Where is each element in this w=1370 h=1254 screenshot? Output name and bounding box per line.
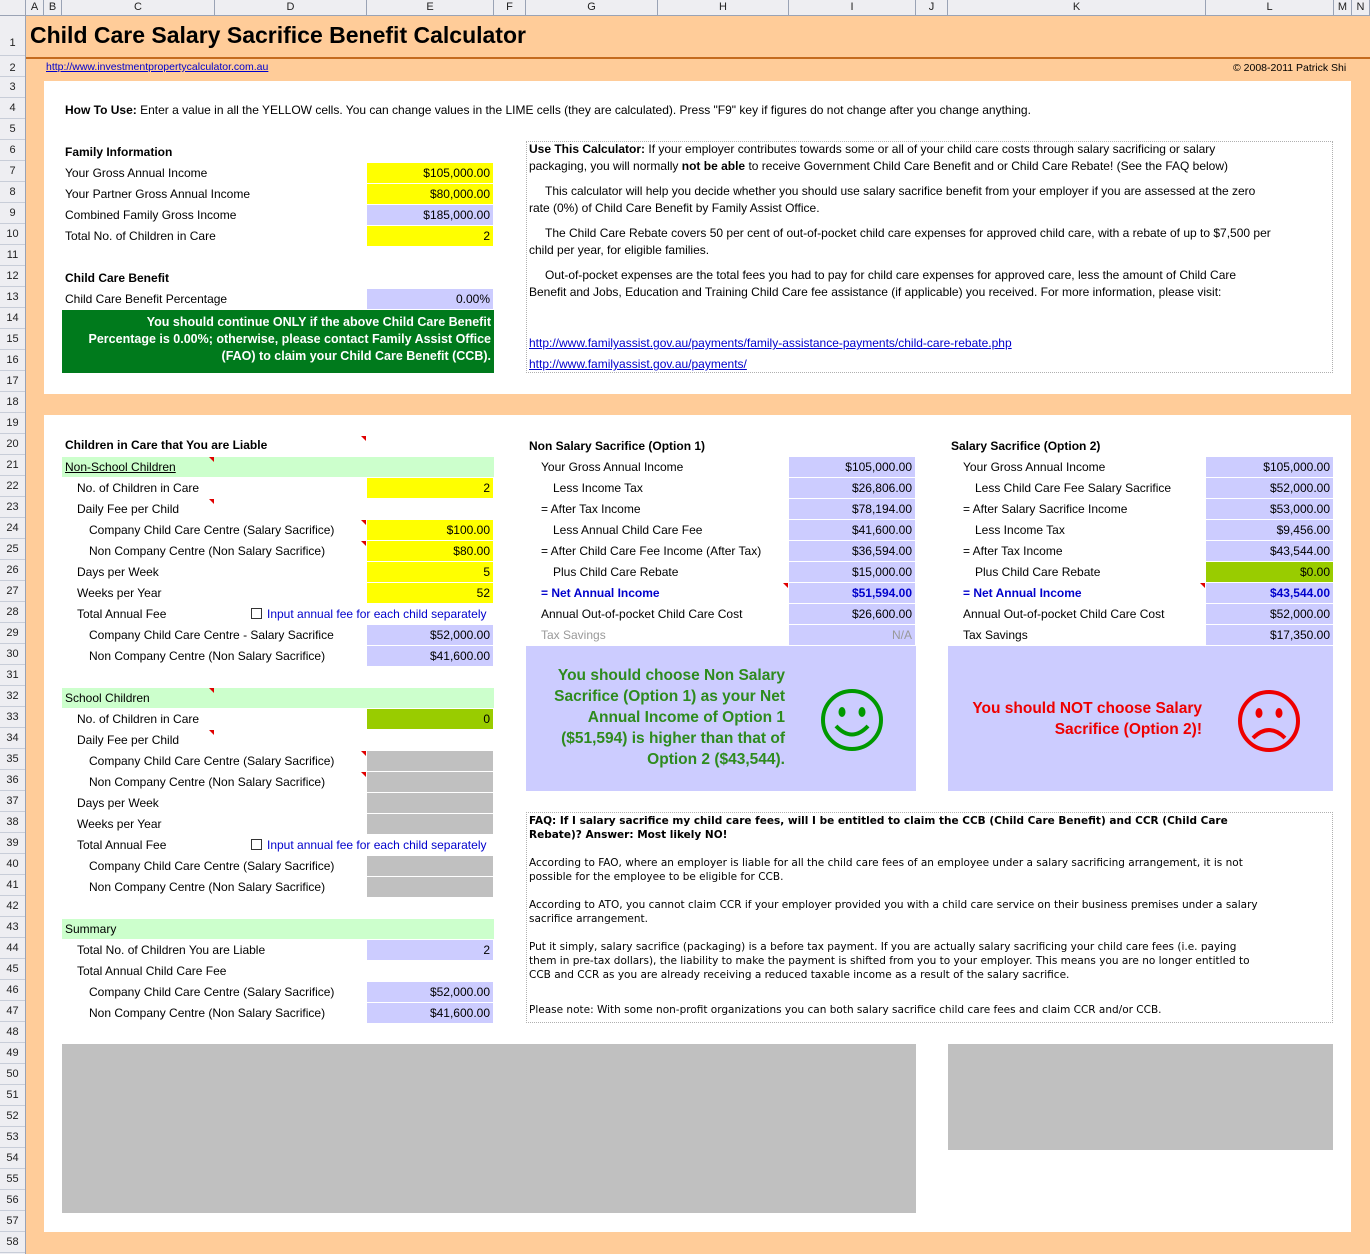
s-company-input (367, 751, 493, 771)
s-separate-checkbox-label[interactable]: Input annual fee for each child separately (267, 838, 487, 852)
info-p1 (529, 141, 1215, 158)
row-header[interactable]: 2 (0, 56, 25, 77)
comment-indicator[interactable] (361, 520, 366, 525)
school-section (62, 688, 494, 708)
option2-row-value[interactable]: $0.00 (1206, 562, 1333, 582)
option1-row-value: $26,806.00 (789, 478, 915, 498)
option1-message-line: Option 2 ($43,544). (647, 751, 785, 768)
row-header[interactable]: 16 (0, 350, 25, 371)
option2-row-label: Annual Out-of-pocket Child Care Cost (963, 607, 1165, 621)
smiley-face-icon (819, 687, 885, 753)
sum-total-value: 2 (367, 940, 493, 960)
comment-indicator[interactable] (1200, 583, 1205, 588)
row-header[interactable]: 10 (0, 224, 25, 245)
option1-message-line: ($51,594) is higher than that of (561, 730, 785, 747)
option1-row-label: Tax Savings (541, 628, 606, 642)
option2-row-value: $53,000.00 (1206, 499, 1333, 519)
nonschool-section (62, 457, 494, 477)
option1-row-label: = After Child Care Fee Income (After Tax) (541, 544, 762, 558)
option1-message-line: Annual Income of Option 1 (587, 709, 785, 726)
s-no-label: No. of Children in Care (77, 712, 200, 726)
option1-row-label: = After Tax Income (541, 502, 641, 516)
ns-noncompany-annual-label: Non Company Centre (Non Salary Sacrifice) (89, 649, 326, 663)
row-header[interactable]: 11 (0, 245, 25, 266)
ccb-notice-line: You should continue ONLY if the above Child Care Benefit (146, 315, 491, 329)
comment-indicator[interactable] (361, 541, 366, 546)
row-header[interactable]: 12 (0, 266, 25, 287)
option2-row-label: Plus Child Care Rebate (975, 565, 1101, 579)
sad-face-icon (1236, 688, 1302, 754)
children-total-input[interactable]: 2 (367, 226, 493, 246)
comment-indicator[interactable] (209, 499, 214, 504)
row-header[interactable]: 48 (0, 1022, 25, 1043)
column-header[interactable]: B (44, 0, 62, 16)
faq-answer: sacrifice arrangement. (529, 913, 648, 925)
option2-row-value: $43,544.00 (1206, 583, 1333, 603)
row-header[interactable]: 22 (0, 476, 25, 497)
row-header-bar (0, 16, 26, 1254)
select-all-corner[interactable] (0, 0, 26, 16)
row-header[interactable]: 53 (0, 1127, 25, 1148)
comment-indicator[interactable] (361, 751, 366, 756)
info-text: Benefit and Jobs, Education and Training Child Care fee assistance (if applicable) you received. For more information, please visit: (529, 285, 1222, 299)
ns-company-annual-label: Company Child Care Centre - Salary Sacrifice (89, 628, 334, 642)
row-header[interactable]: 51 (0, 1085, 25, 1106)
row-header[interactable]: 23 (0, 497, 25, 518)
ns-company-input[interactable]: $100.00 (367, 520, 493, 540)
children-total-label: Total No. of Children in Care (65, 229, 216, 243)
info-p1b (529, 158, 1228, 175)
gross-income-label: Your Gross Annual Income (65, 166, 208, 180)
comment-indicator[interactable] (209, 457, 214, 462)
option2-row-value: $9,456.00 (1206, 520, 1333, 540)
column-header[interactable]: K (948, 0, 1206, 16)
partner-income-label: Your Partner Gross Annual Income (65, 187, 250, 201)
option1-row-value: $26,600.00 (789, 604, 915, 624)
column-header[interactable]: E (367, 0, 494, 16)
option1-row-label: Less Annual Child Care Fee (553, 523, 703, 537)
column-header[interactable]: L (1206, 0, 1334, 16)
option1-row-value: $51,594.00 (789, 583, 915, 603)
summary-heading: Summary (65, 922, 117, 936)
info-text: The Child Care Rebate covers 50 per cent of out-of-pocket child care expenses for approved child care, with a rebate of up to $7,500 per (545, 226, 1271, 240)
info-text: This calculator will help you decide whether you should use salary sacrifice benefit from your employer if you are assessed at the zero (545, 184, 1256, 198)
row-header[interactable]: 4 (0, 98, 25, 119)
ns-annual-label: Total Annual Fee (77, 607, 167, 621)
option2-row-label: Less Income Tax (975, 523, 1065, 537)
s-separate-checkbox[interactable] (251, 839, 262, 850)
row-header[interactable]: 43 (0, 917, 25, 938)
row-header[interactable]: 39 (0, 833, 25, 854)
row-header[interactable]: 9 (0, 203, 25, 224)
faq-answer: CCB and CCR as you are already receiving a reduced taxable income as a result of the salary sacrifice. (529, 969, 1070, 981)
row-header[interactable]: 42 (0, 896, 25, 917)
option1-row-value: N/A (789, 625, 915, 645)
option2-message-box (948, 646, 1333, 791)
row-header[interactable]: 25 (0, 539, 25, 560)
family-heading: Family Information (65, 145, 173, 159)
row-header[interactable]: 18 (0, 392, 25, 413)
ns-noncompany-annual-value: $41,600.00 (367, 646, 493, 666)
row-header[interactable]: 3 (0, 77, 25, 98)
option2-row-value: $105,000.00 (1206, 457, 1333, 477)
comment-indicator[interactable] (361, 436, 366, 441)
column-header[interactable]: M (1334, 0, 1352, 16)
s-daily-label: Daily Fee per Child (77, 733, 180, 747)
liable-heading: Children in Care that You are Liable (65, 438, 268, 452)
option1-row-value: $36,594.00 (789, 541, 915, 561)
row-header[interactable]: 19 (0, 413, 25, 434)
option2-row-value: $52,000.00 (1206, 604, 1333, 624)
option1-message-line: You should choose Non Salary (557, 667, 785, 684)
s-no-input[interactable]: 0 (367, 709, 493, 729)
row-header[interactable]: 38 (0, 812, 25, 833)
row-header[interactable]: 54 (0, 1148, 25, 1169)
faq-question: FAQ: If I salary sacrifice my child care fees, will I be entitled to claim the CCB (Child Care Benefit) and CCR (Child Care (529, 815, 1228, 827)
option1-row-value: $78,194.00 (789, 499, 915, 519)
rebate-link[interactable]: http://www.familyassist.gov.au/payments/family-assistance-payments/child-care-rebate.php (529, 336, 1012, 350)
ns-noncompany-input[interactable]: $80.00 (367, 541, 493, 561)
row-header[interactable]: 57 (0, 1211, 25, 1232)
ccb-heading: Child Care Benefit (65, 271, 170, 285)
comment-indicator[interactable] (209, 688, 214, 693)
row-header[interactable]: 56 (0, 1190, 25, 1211)
ns-company-label: Company Child Care Centre (Salary Sacrifice) (89, 523, 335, 537)
option2-row-value: $43,544.00 (1206, 541, 1333, 561)
how-to-use-label: How To Use: (65, 103, 137, 117)
row-header[interactable]: 36 (0, 770, 25, 791)
info-label: Use This Calculator: (529, 142, 646, 156)
row-header[interactable]: 7 (0, 161, 25, 182)
how-to-use-text: Enter a value in all the YELLOW cells. You can change values in the LIME cells (they are calculated). Press "F9" key if figures do not change after you change anything. (140, 103, 1031, 117)
row-header[interactable]: 29 (0, 623, 25, 644)
comment-indicator[interactable] (209, 730, 214, 735)
info-text: Out-of-pocket expenses are the total fees you had to pay for child care expenses for approved care, less the amount of Child Care (545, 268, 1237, 282)
option2-row-label: = Net Annual Income (963, 586, 1082, 600)
s-noncompany-label: Non Company Centre (Non Salary Sacrifice) (89, 775, 326, 789)
row-header[interactable]: 27 (0, 581, 25, 602)
info-text: rate (0%) of Child Care Benefit by Family Assist Office. (529, 201, 820, 215)
column-header[interactable]: I (789, 0, 916, 16)
faq-answer: Please note: With some non-profit organizations you can both salary sacrifice child care fees and claim CCR and/or CCB. (529, 1004, 1162, 1016)
info-text-bold: not be able (681, 159, 746, 173)
row-header[interactable]: 37 (0, 791, 25, 812)
s-noncompany-annual-label: Non Company Centre (Non Salary Sacrifice) (89, 880, 326, 894)
info-text: child per year, for eligible families. (529, 243, 710, 257)
row-header[interactable]: 35 (0, 749, 25, 770)
s-weeks-label: Weeks per Year (77, 817, 162, 831)
option1-row-value: $15,000.00 (789, 562, 915, 582)
option2-row-label: Your Gross Annual Income (963, 460, 1106, 474)
row-header[interactable]: 44 (0, 938, 25, 959)
s-company-annual-label: Company Child Care Centre (Salary Sacrifice) (89, 859, 335, 873)
ccb-notice-line: Percentage is 0.00%; otherwise, please contact Family Assist Office (88, 332, 491, 346)
row-header[interactable]: 55 (0, 1169, 25, 1190)
row-header[interactable]: 58 (0, 1232, 25, 1253)
sum-noncompany-value: $41,600.00 (367, 1003, 493, 1023)
summary-section (62, 919, 494, 939)
column-header[interactable]: J (916, 0, 948, 16)
option2-row-label: = After Salary Sacrifice Income (963, 502, 1128, 516)
row-header[interactable]: 14 (0, 308, 25, 329)
row-header[interactable]: 32 (0, 686, 25, 707)
gross-income-input[interactable]: $105,000.00 (367, 163, 493, 183)
row-header[interactable]: 40 (0, 854, 25, 875)
faq-answer: them in pre-tax dollars), the liability to make the payment is shifted from you to your employer. This means you are no longer entitled to (529, 955, 1250, 967)
column-header[interactable]: G (526, 0, 658, 16)
option1-row-label: Annual Out-of-pocket Child Care Cost (541, 607, 743, 621)
how-to-use (65, 100, 1031, 120)
s-weeks-input (367, 814, 493, 834)
column-header[interactable]: N (1352, 0, 1370, 16)
option2-heading: Salary Sacrifice (Option 2) (951, 439, 1101, 453)
ns-company-annual-value: $52,000.00 (367, 625, 493, 645)
sum-fee-label: Total Annual Child Care Fee (77, 964, 227, 978)
faq-answer: Put it simply, salary sacrifice (packaging) is a before tax payment. If you are actually salary sacrificing your child care fees (i.e. paying (529, 941, 1237, 953)
option1-row-value: $41,600.00 (789, 520, 915, 540)
ns-weeks-label: Weeks per Year (77, 586, 162, 600)
option2-row-value: $52,000.00 (1206, 478, 1333, 498)
row-header[interactable]: 49 (0, 1043, 25, 1064)
faq-answer: According to ATO, you cannot claim CCR if your employer provided you with a child care service on their business premises under a salary (529, 899, 1258, 911)
row-header[interactable]: 5 (0, 119, 25, 140)
row-header[interactable]: 45 (0, 959, 25, 980)
partner-income-input[interactable]: $80,000.00 (367, 184, 493, 204)
row-header[interactable]: 28 (0, 602, 25, 623)
ns-days-label: Days per Week (77, 565, 159, 579)
ad-placeholder (62, 1044, 916, 1213)
nonschool-heading: Non-School Children (65, 460, 176, 474)
row-header[interactable]: 1 (0, 16, 25, 56)
info-text: to receive Government Child Care Benefit and or Child Care Rebate! (See the FAQ below) (748, 159, 1229, 173)
info-text: If your employer contributes towards some or all of your child care costs through salary sacrificing or salary (648, 142, 1216, 156)
sum-noncompany-label: Non Company Centre (Non Salary Sacrifice) (89, 1006, 326, 1020)
row-header[interactable]: 34 (0, 728, 25, 749)
row-header[interactable]: 26 (0, 560, 25, 581)
column-header-bar (0, 0, 1370, 16)
payments-link[interactable]: http://www.familyassist.gov.au/payments/ (529, 357, 747, 371)
ns-separate-checkbox[interactable] (251, 608, 262, 619)
row-header[interactable]: 8 (0, 182, 25, 203)
s-noncompany-input (367, 772, 493, 792)
ns-weeks-input[interactable]: 52 (367, 583, 493, 603)
row-header[interactable]: 17 (0, 371, 25, 392)
row-header[interactable]: 30 (0, 644, 25, 665)
column-header[interactable]: H (658, 0, 789, 16)
ns-days-input[interactable]: 5 (367, 562, 493, 582)
row-header[interactable]: 41 (0, 875, 25, 896)
row-header[interactable]: 52 (0, 1106, 25, 1127)
faq-answer: possible for the employee to be eligible for CCB. (529, 871, 784, 883)
s-days-label: Days per Week (77, 796, 159, 810)
page-title: Child Care Salary Sacrifice Benefit Calculator (30, 22, 526, 48)
ns-no-label: No. of Children in Care (77, 481, 200, 495)
option1-row-value: $105,000.00 (789, 457, 915, 477)
copyright: © 2008-2011 Patrick Shi (1233, 62, 1347, 74)
ccb-pct-value: 0.00% (367, 289, 493, 309)
option1-row-label: Less Income Tax (553, 481, 643, 495)
comment-indicator[interactable] (783, 583, 788, 588)
faq-answer: According to FAO, where an employer is liable for all the child care fees of an employee under a salary sacrificing arrangement, it is not (529, 857, 1243, 869)
ns-noncompany-label: Non Company Centre (Non Salary Sacrifice) (89, 544, 326, 558)
option2-row-label: Tax Savings (963, 628, 1028, 642)
row-header[interactable]: 6 (0, 140, 25, 161)
s-days-input (367, 793, 493, 813)
column-header[interactable]: C (62, 0, 215, 16)
option1-message-box (526, 646, 916, 791)
option2-row-label: Less Child Care Fee Salary Sacrifice (975, 481, 1172, 495)
s-company-label: Company Child Care Centre (Salary Sacrifice) (89, 754, 335, 768)
ccb-notice (62, 310, 494, 373)
info-text: packaging, you will normally (529, 159, 679, 173)
comment-indicator[interactable] (361, 772, 366, 777)
row-header[interactable]: 15 (0, 329, 25, 350)
option2-message-line: You should NOT choose Salary (972, 700, 1202, 717)
school-heading: School Children (65, 691, 150, 705)
faq-question: Rebate)? Answer: Most likely NO! (529, 829, 728, 841)
option2-message-line: Sacrifice (Option 2)! (1054, 721, 1202, 738)
s-company-annual-value (367, 856, 493, 876)
website-link[interactable]: http://www.investmentpropertycalculator.com.au (46, 61, 269, 73)
row-header[interactable]: 47 (0, 1001, 25, 1022)
row-header[interactable]: 33 (0, 707, 25, 728)
sum-company-value: $52,000.00 (367, 982, 493, 1002)
option1-row-label: = Net Annual Income (541, 586, 660, 600)
ns-no-input[interactable]: 2 (367, 478, 493, 498)
row-header[interactable]: 31 (0, 665, 25, 686)
option2-row-value: $17,350.00 (1206, 625, 1333, 645)
column-header[interactable]: D (215, 0, 367, 16)
s-noncompany-annual-value (367, 877, 493, 897)
ns-separate-checkbox-label[interactable]: Input annual fee for each child separately (267, 607, 487, 621)
ns-daily-label: Daily Fee per Child (77, 502, 180, 516)
option1-message-line: Sacrifice (Option 1) as your Net (554, 688, 785, 705)
column-header[interactable]: A (26, 0, 44, 16)
row-header[interactable]: 20 (0, 434, 25, 455)
ad-placeholder (948, 1044, 1333, 1150)
row-header[interactable]: 21 (0, 455, 25, 476)
sum-total-label: Total No. of Children You are Liable (77, 943, 266, 957)
combined-income-label: Combined Family Gross Income (65, 208, 237, 222)
ccb-pct-label: Child Care Benefit Percentage (65, 292, 228, 306)
row-header[interactable]: 50 (0, 1064, 25, 1085)
sum-company-label: Company Child Care Centre (Salary Sacrifice) (89, 985, 335, 999)
option1-heading: Non Salary Sacrifice (Option 1) (529, 439, 706, 453)
column-header[interactable]: F (494, 0, 526, 16)
option1-row-label: Your Gross Annual Income (541, 460, 684, 474)
row-header[interactable]: 24 (0, 518, 25, 539)
row-header[interactable]: 46 (0, 980, 25, 1001)
s-annual-label: Total Annual Fee (77, 838, 167, 852)
row-header[interactable]: 13 (0, 287, 25, 308)
option1-row-label: Plus Child Care Rebate (553, 565, 679, 579)
combined-income-value: $185,000.00 (367, 205, 493, 225)
option2-row-label: = After Tax Income (963, 544, 1063, 558)
ccb-notice-line: (FAO) to claim your Child Care Benefit (CCB). (221, 349, 491, 363)
